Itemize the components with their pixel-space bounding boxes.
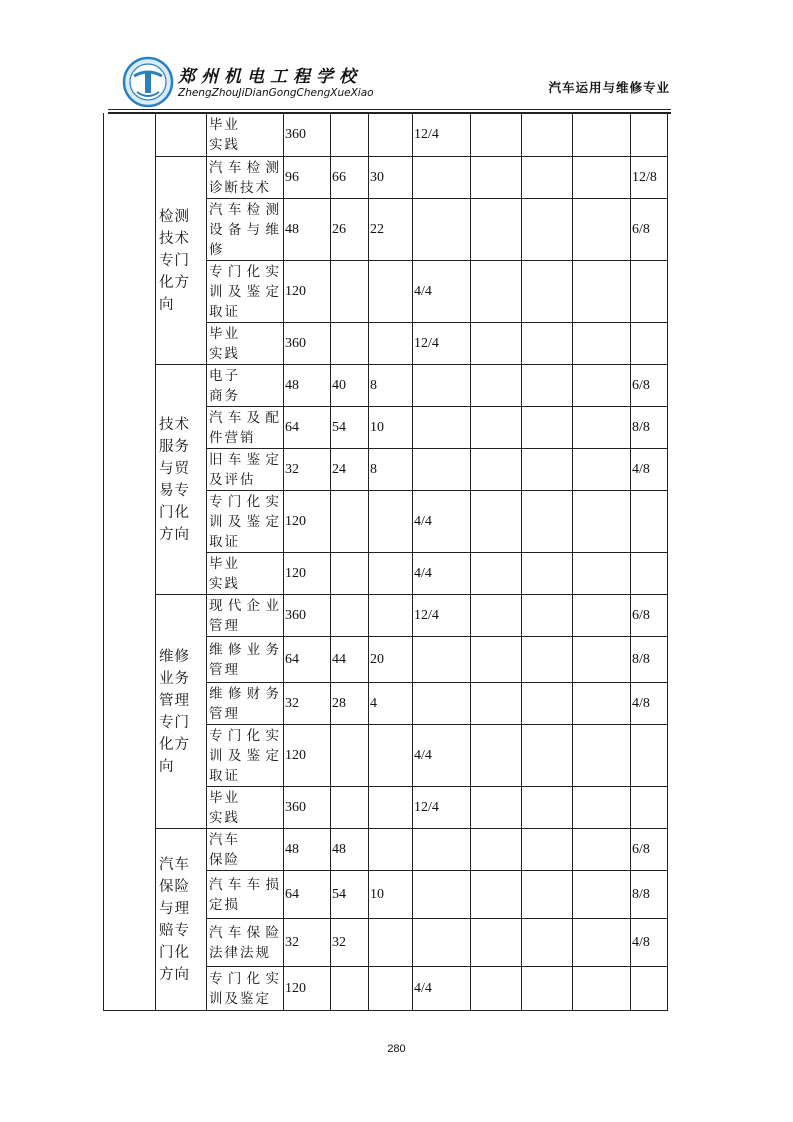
cell-c6: [573, 261, 631, 323]
cell-c3: [413, 157, 471, 199]
cell-c1: [331, 725, 369, 787]
course-name: 专门化实训及鉴定取证: [207, 491, 284, 553]
course-name: 专门化实训及鉴定取证: [207, 725, 284, 787]
cell-c6: [573, 199, 631, 261]
cell-c4: [471, 261, 522, 323]
course-name: 专门化实训及鉴定取证: [207, 261, 284, 323]
cell-c5: [522, 683, 573, 725]
cell-c6: [573, 871, 631, 919]
cell-c2: [369, 725, 413, 787]
table-row: [104, 113, 668, 157]
cell-c7: [631, 725, 668, 787]
cell-c7: [631, 967, 668, 1011]
outer-category-cell: [104, 113, 156, 1011]
cell-c7: 6/8: [631, 199, 668, 261]
cell-c7: 8/8: [631, 407, 668, 449]
curriculum-table: [103, 112, 668, 1011]
cell-c2: 8: [369, 449, 413, 491]
cell-c5: [522, 365, 573, 407]
cell-c2: [369, 595, 413, 637]
course-name: 汽车检测设备与维修: [207, 199, 284, 261]
cell-c7: [631, 113, 668, 157]
table-row: [104, 829, 668, 871]
cell-c5: [522, 449, 573, 491]
cell-c2: [369, 553, 413, 595]
cell-c4: [471, 871, 522, 919]
cell-total: 360: [284, 787, 331, 829]
cell-c7: [631, 323, 668, 365]
cell-c6: [573, 553, 631, 595]
cell-c2: [369, 491, 413, 553]
cell-c2: [369, 967, 413, 1011]
cell-total: 120: [284, 553, 331, 595]
cell-c7: 6/8: [631, 365, 668, 407]
cell-c2: 10: [369, 407, 413, 449]
cell-c4: [471, 787, 522, 829]
cell-c2: 30: [369, 157, 413, 199]
cell-c7: [631, 553, 668, 595]
page-number: 280: [387, 1043, 406, 1055]
cell-c1: 54: [331, 871, 369, 919]
cell-c4: [471, 157, 522, 199]
school-name-cn: 郑州机电工程学校: [178, 67, 362, 87]
direction-category: 维修业务管理专门化方向: [156, 595, 207, 829]
course-name: 汽车车损定损: [207, 871, 284, 919]
cell-c5: [522, 725, 573, 787]
direction-category: 检测技术专门化方向: [156, 157, 207, 365]
cell-c4: [471, 491, 522, 553]
category-cell: [156, 113, 207, 157]
cell-c3: [413, 871, 471, 919]
cell-c7: 6/8: [631, 595, 668, 637]
direction-category: 技术服务与贸易专门化方向: [156, 365, 207, 595]
course-name: 汽车检测诊断技术: [207, 157, 284, 199]
cell-c3: 12/4: [413, 787, 471, 829]
cell-c5: [522, 261, 573, 323]
cell-c3: [413, 199, 471, 261]
cell-c5: [522, 113, 573, 157]
cell-c6: [573, 407, 631, 449]
cell-c3: 4/4: [413, 491, 471, 553]
cell-c4: [471, 323, 522, 365]
cell-c5: [522, 871, 573, 919]
cell-c1: [331, 491, 369, 553]
cell-c2: [369, 787, 413, 829]
course-name: 现代企业管理: [207, 595, 284, 637]
cell-c5: [522, 407, 573, 449]
cell-total: 64: [284, 871, 331, 919]
course-name: 电子 商务: [207, 365, 284, 407]
cell-total: 48: [284, 199, 331, 261]
cell-c3: 12/4: [413, 595, 471, 637]
cell-c3: [413, 637, 471, 683]
cell-c4: [471, 365, 522, 407]
cell-c6: [573, 595, 631, 637]
course-name: 毕业 实践: [207, 113, 284, 157]
cell-c3: 4/4: [413, 967, 471, 1011]
cell-c5: [522, 787, 573, 829]
course-name: 专门化实训及鉴定: [207, 967, 284, 1011]
cell-total: 120: [284, 261, 331, 323]
cell-c4: [471, 919, 522, 967]
table-row: [104, 157, 668, 199]
cell-c5: [522, 157, 573, 199]
cell-c3: 12/4: [413, 323, 471, 365]
cell-c5: [522, 967, 573, 1011]
cell-c1: [331, 967, 369, 1011]
course-name: 维修业务管理: [207, 637, 284, 683]
cell-c1: [331, 113, 369, 157]
cell-c3: [413, 829, 471, 871]
cell-c5: [522, 199, 573, 261]
cell-c1: [331, 595, 369, 637]
cell-c7: 6/8: [631, 829, 668, 871]
direction-category: 汽车保险与理赔专门化方向: [156, 829, 207, 1011]
cell-c5: [522, 829, 573, 871]
cell-c7: 8/8: [631, 871, 668, 919]
course-name: 汽车及配件营销: [207, 407, 284, 449]
cell-c7: [631, 261, 668, 323]
cell-c1: [331, 787, 369, 829]
cell-c1: 48: [331, 829, 369, 871]
cell-c4: [471, 637, 522, 683]
cell-c2: 4: [369, 683, 413, 725]
cell-total: 120: [284, 967, 331, 1011]
cell-c5: [522, 595, 573, 637]
cell-c6: [573, 365, 631, 407]
cell-c3: [413, 365, 471, 407]
school-logo-icon: [122, 56, 174, 108]
cell-total: 48: [284, 829, 331, 871]
cell-total: 32: [284, 919, 331, 967]
cell-c3: 12/4: [413, 113, 471, 157]
cell-total: 120: [284, 725, 331, 787]
cell-total: 360: [284, 595, 331, 637]
cell-c6: [573, 449, 631, 491]
cell-c1: 66: [331, 157, 369, 199]
cell-c7: 4/8: [631, 449, 668, 491]
course-name: 旧车鉴定及评估: [207, 449, 284, 491]
cell-c4: [471, 967, 522, 1011]
course-name: 维修财务管理: [207, 683, 284, 725]
cell-c2: [369, 919, 413, 967]
cell-c1: 40: [331, 365, 369, 407]
cell-c5: [522, 919, 573, 967]
cell-c1: [331, 323, 369, 365]
cell-c7: [631, 787, 668, 829]
cell-total: 360: [284, 113, 331, 157]
cell-c5: [522, 323, 573, 365]
cell-c1: [331, 553, 369, 595]
cell-c6: [573, 683, 631, 725]
cell-c3: 4/4: [413, 261, 471, 323]
cell-c3: [413, 919, 471, 967]
cell-c3: 4/4: [413, 725, 471, 787]
cell-c6: [573, 323, 631, 365]
cell-c3: [413, 407, 471, 449]
course-name: 毕业 实践: [207, 323, 284, 365]
cell-c6: [573, 967, 631, 1011]
cell-c7: 12/8: [631, 157, 668, 199]
cell-c1: [331, 261, 369, 323]
cell-c1: 32: [331, 919, 369, 967]
cell-total: 120: [284, 491, 331, 553]
cell-c1: 44: [331, 637, 369, 683]
course-name: 毕业 实践: [207, 787, 284, 829]
header-rule: [108, 109, 671, 110]
cell-c4: [471, 407, 522, 449]
cell-total: 64: [284, 637, 331, 683]
cell-c6: [573, 157, 631, 199]
course-name: 毕业 实践: [207, 553, 284, 595]
cell-c7: 4/8: [631, 683, 668, 725]
cell-c2: 20: [369, 637, 413, 683]
cell-total: 48: [284, 365, 331, 407]
cell-c6: [573, 491, 631, 553]
course-name: 汽车 保险: [207, 829, 284, 871]
cell-total: 360: [284, 323, 331, 365]
table-row: [104, 595, 668, 637]
cell-c3: [413, 683, 471, 725]
cell-total: 96: [284, 157, 331, 199]
cell-c5: [522, 553, 573, 595]
cell-c4: [471, 449, 522, 491]
cell-c1: 28: [331, 683, 369, 725]
cell-c2: [369, 261, 413, 323]
school-name-en: ZhengZhouJiDianGongChengXueXiao: [178, 87, 374, 99]
cell-c7: 4/8: [631, 919, 668, 967]
major-title: 汽车运用与维修专业: [548, 80, 670, 95]
page-header: [108, 52, 668, 112]
cell-c2: 8: [369, 365, 413, 407]
cell-c3: [413, 449, 471, 491]
cell-c4: [471, 683, 522, 725]
cell-c4: [471, 829, 522, 871]
cell-c6: [573, 787, 631, 829]
cell-c7: 8/8: [631, 637, 668, 683]
cell-c4: [471, 113, 522, 157]
table-row: [104, 365, 668, 407]
cell-c6: [573, 829, 631, 871]
cell-c2: 10: [369, 871, 413, 919]
cell-c2: [369, 323, 413, 365]
cell-c2: [369, 829, 413, 871]
cell-c2: 22: [369, 199, 413, 261]
cell-c4: [471, 725, 522, 787]
cell-c4: [471, 595, 522, 637]
cell-c1: 24: [331, 449, 369, 491]
cell-c5: [522, 491, 573, 553]
cell-c5: [522, 637, 573, 683]
cell-total: 32: [284, 449, 331, 491]
cell-total: 32: [284, 683, 331, 725]
cell-c6: [573, 113, 631, 157]
cell-c3: 4/4: [413, 553, 471, 595]
cell-c4: [471, 199, 522, 261]
cell-c6: [573, 637, 631, 683]
cell-c2: [369, 113, 413, 157]
cell-c1: 54: [331, 407, 369, 449]
cell-c4: [471, 553, 522, 595]
cell-c6: [573, 725, 631, 787]
cell-c6: [573, 919, 631, 967]
course-name: 汽车保险法律法规: [207, 919, 284, 967]
cell-c7: [631, 491, 668, 553]
cell-total: 64: [284, 407, 331, 449]
cell-c1: 26: [331, 199, 369, 261]
